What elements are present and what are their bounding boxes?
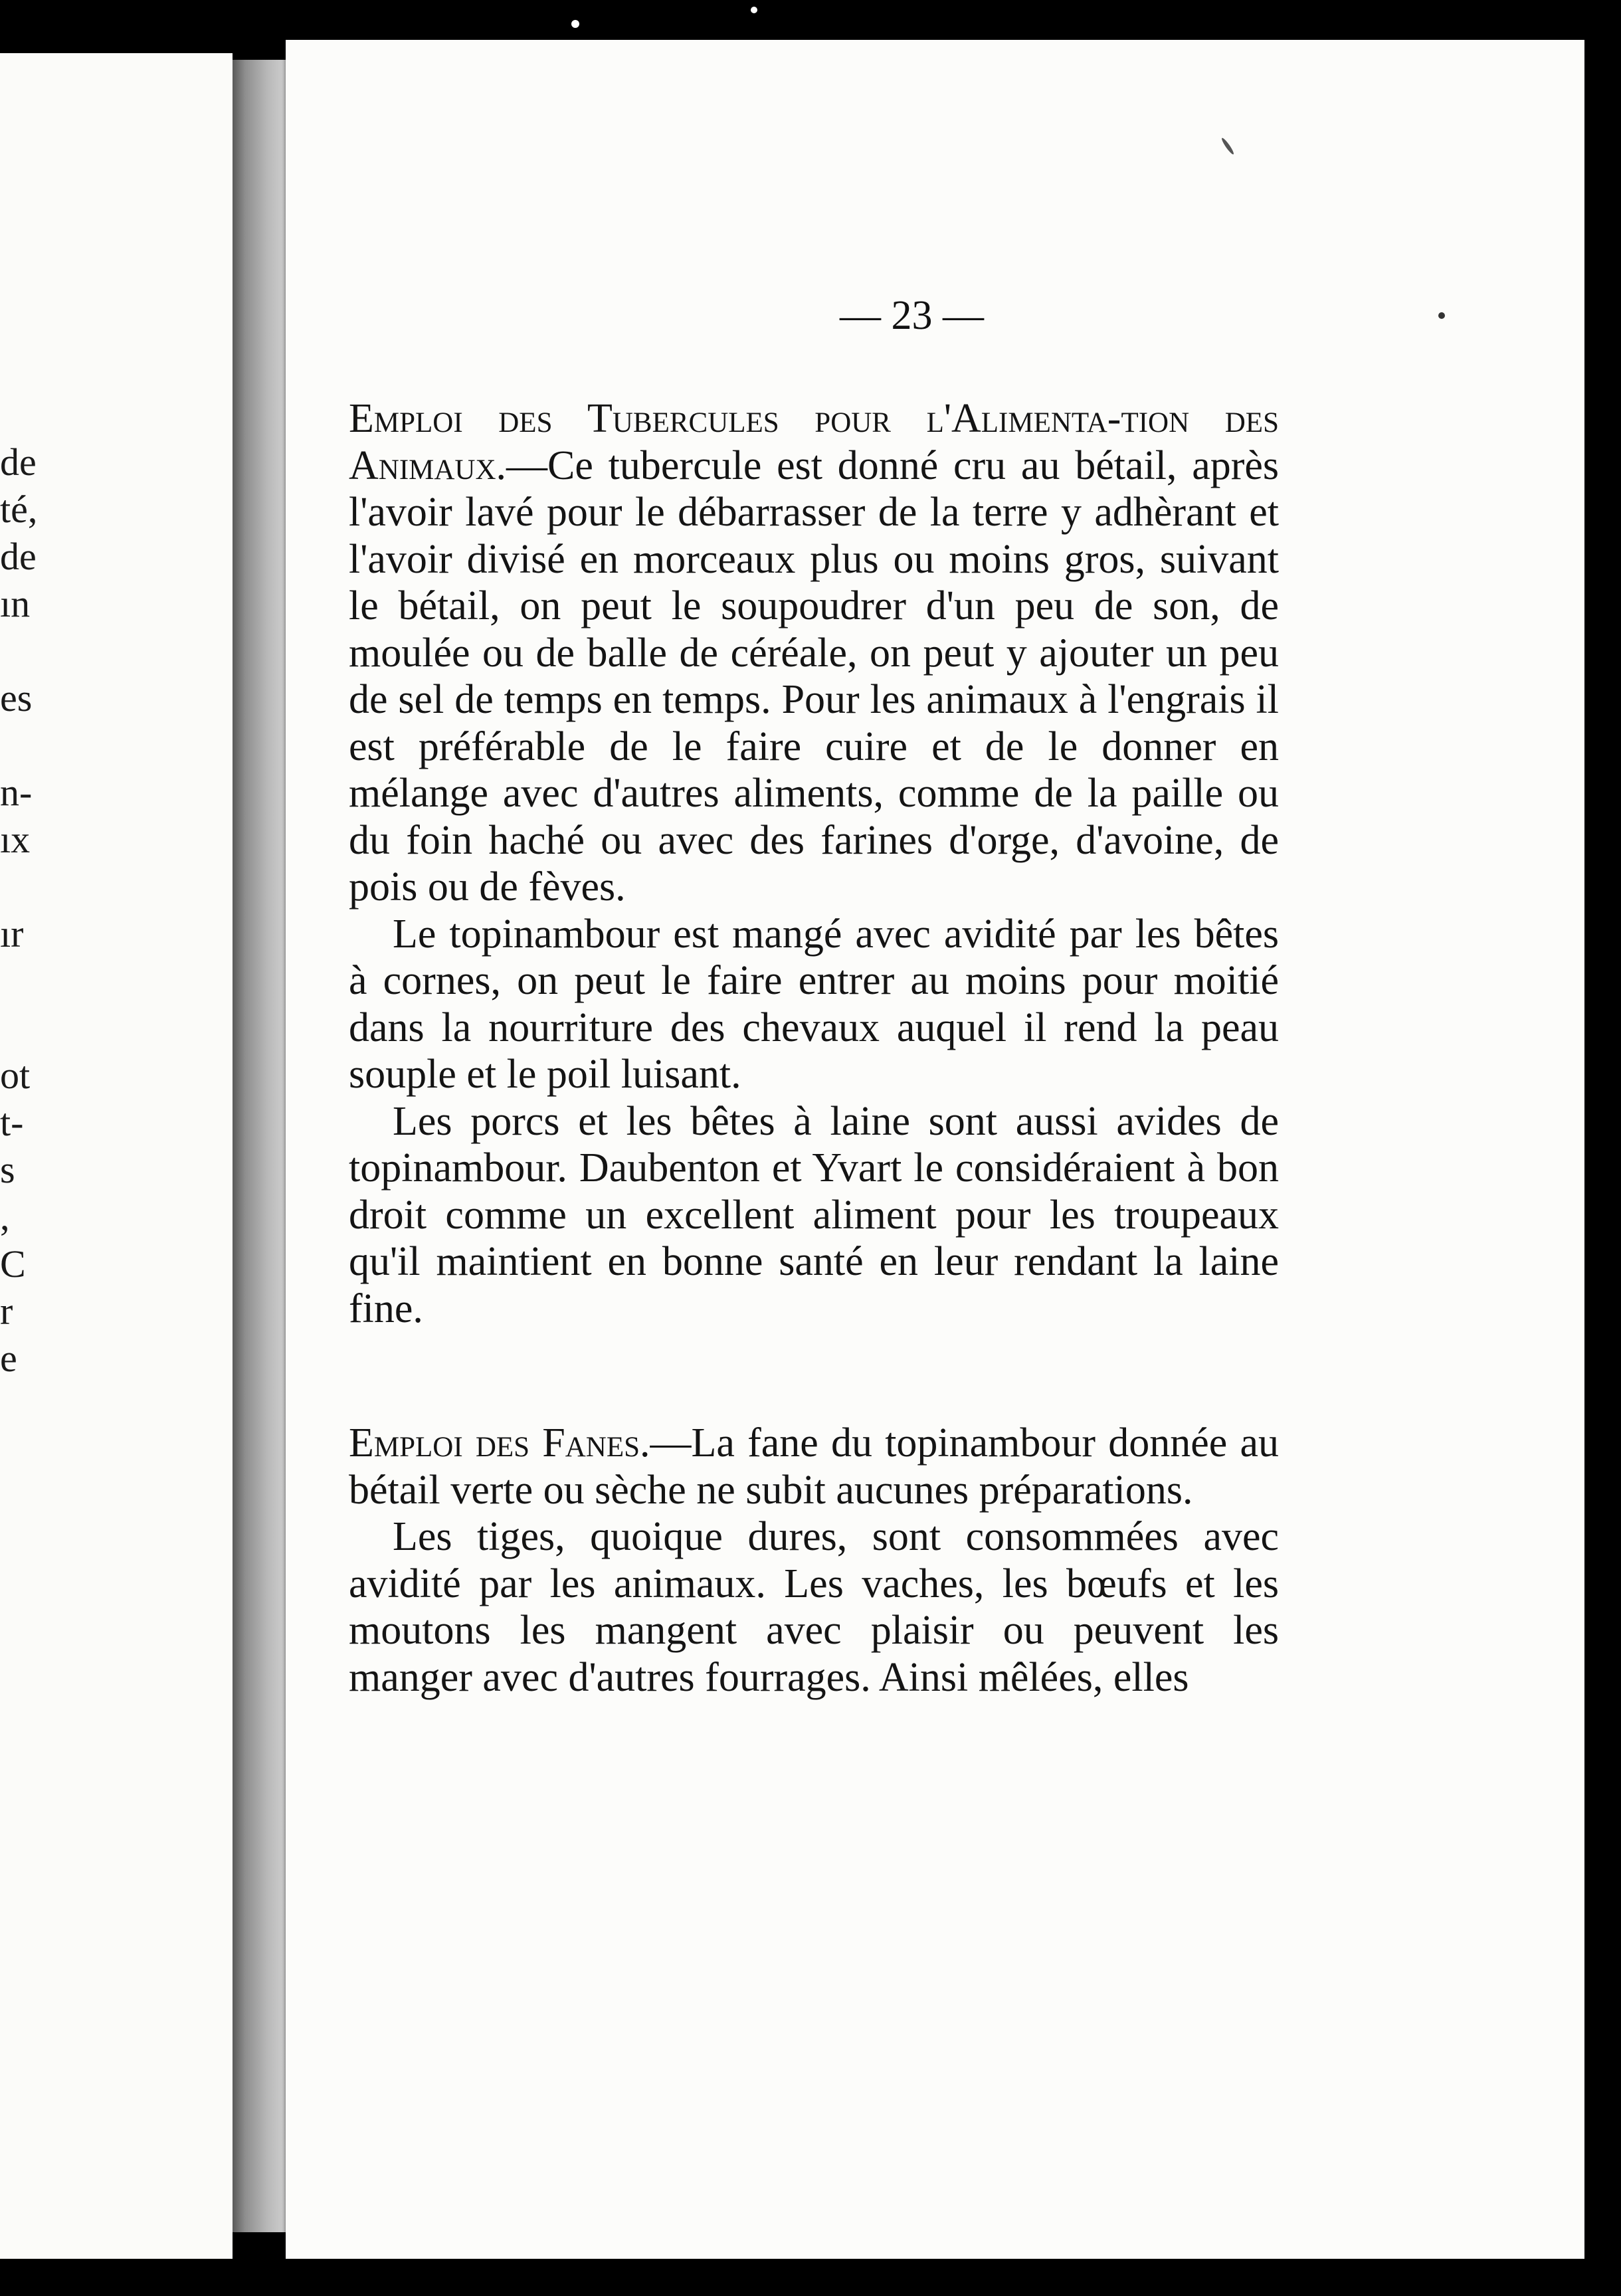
section-heading-tubercules-part-2: tion des Animaux.: [349, 396, 1279, 488]
previous-page-line-fragment: ot: [0, 1054, 31, 1097]
scan-speck: [1220, 137, 1235, 155]
book-page: [286, 40, 1584, 2259]
previous-page-line-fragment: n-: [0, 771, 33, 814]
previous-page-line-fragment: ın: [0, 582, 31, 625]
section-tubercules-paragraph-3: Les porcs et les bêtes à laine sont aussi avides de topinambour. Daubenton et Yvart le considéraient à bon droit comme un excellent aliment pour les troupeaux qu'il maintient en bonne santé en leur rendant la laine fine.: [349, 1098, 1279, 1331]
previous-page-line-fragment: t-: [0, 1101, 24, 1144]
previous-page-line-fragment: r: [0, 1290, 13, 1333]
paragraph-text: —La fane du topinambour donnée au bétail verte ou sèche ne subit aucunes préparations.: [349, 1420, 1279, 1513]
page-number: — 23 —: [840, 293, 984, 338]
previous-page-line-fragment: [0, 957, 80, 1004]
previous-page-line-fragment: es: [0, 676, 33, 719]
previous-page-line-fragment: e: [0, 1337, 17, 1380]
section-tubercules-paragraph-1: [349, 395, 1279, 911]
paragraph-text: —Ce tubercule est donné cru au bétail, après l'avoir lavé pour le débarrasser de la terre y adhèrant et l'avoir divisé en morceaux plus ou moins gros, suivant le bétail, on peut le soupoudrer d'un peu de son, de moulée ou de balle de céréale, on peut y ajouter un peu de sel de temps en temps. Pour les animaux à l'engrais il est préférable de le faire cuire et de le donner en mélange avec d'autres aliments, comme de la paille ou du foin haché ou avec des farines d'orge, d'avoine, de pois ou de fèves.: [349, 442, 1279, 909]
previous-page-fragment: [0, 53, 233, 2259]
section-fanes-paragraph-1: [349, 1420, 1279, 1513]
previous-page-line-fragment: de: [0, 440, 37, 484]
previous-page-line-fragment: s: [0, 1148, 15, 1191]
previous-page-text-fragments: [0, 438, 80, 1382]
section-tubercules-paragraph-2: Le topinambour est mangé avec avidité par les bêtes à cornes, on peut le faire entrer au moins pour moitié dans la nourriture des chevaux auquel il rend la peau souple et le poil luisant.: [349, 911, 1279, 1097]
section-fanes-paragraph-2: Les tiges, quoique dures, sont consommées avec avidité par les animaux. Les vaches, les bœufs et les moutons les mangent avec plaisir ou peuvent les manger avec d'autres fourrages. Ainsi mêlées, elles: [349, 1514, 1279, 1700]
scan-speck: [751, 7, 757, 13]
scan-speck: [571, 20, 579, 28]
previous-page-line-fragment: té,: [0, 488, 38, 531]
section-heading-tubercules-part-1: Emploi des Tubercules pour l'Alimenta-: [349, 396, 1121, 441]
previous-page-line-fragment: ıx: [0, 818, 31, 861]
section-heading-fanes: Emploi des Fanes.: [349, 1420, 650, 1466]
previous-page-line-fragment: C: [0, 1242, 26, 1286]
previous-page-line-fragment: [0, 863, 80, 910]
previous-page-line-fragment: [0, 627, 80, 674]
previous-page-line-fragment: ır: [0, 912, 24, 955]
page-body: [349, 395, 1279, 1701]
previous-page-line-fragment: de: [0, 535, 37, 578]
previous-page-line-fragment: [0, 1004, 80, 1052]
previous-page-line-fragment: ,: [0, 1195, 10, 1238]
scan-speck: [1438, 312, 1445, 319]
previous-page-line-fragment: [0, 721, 80, 769]
